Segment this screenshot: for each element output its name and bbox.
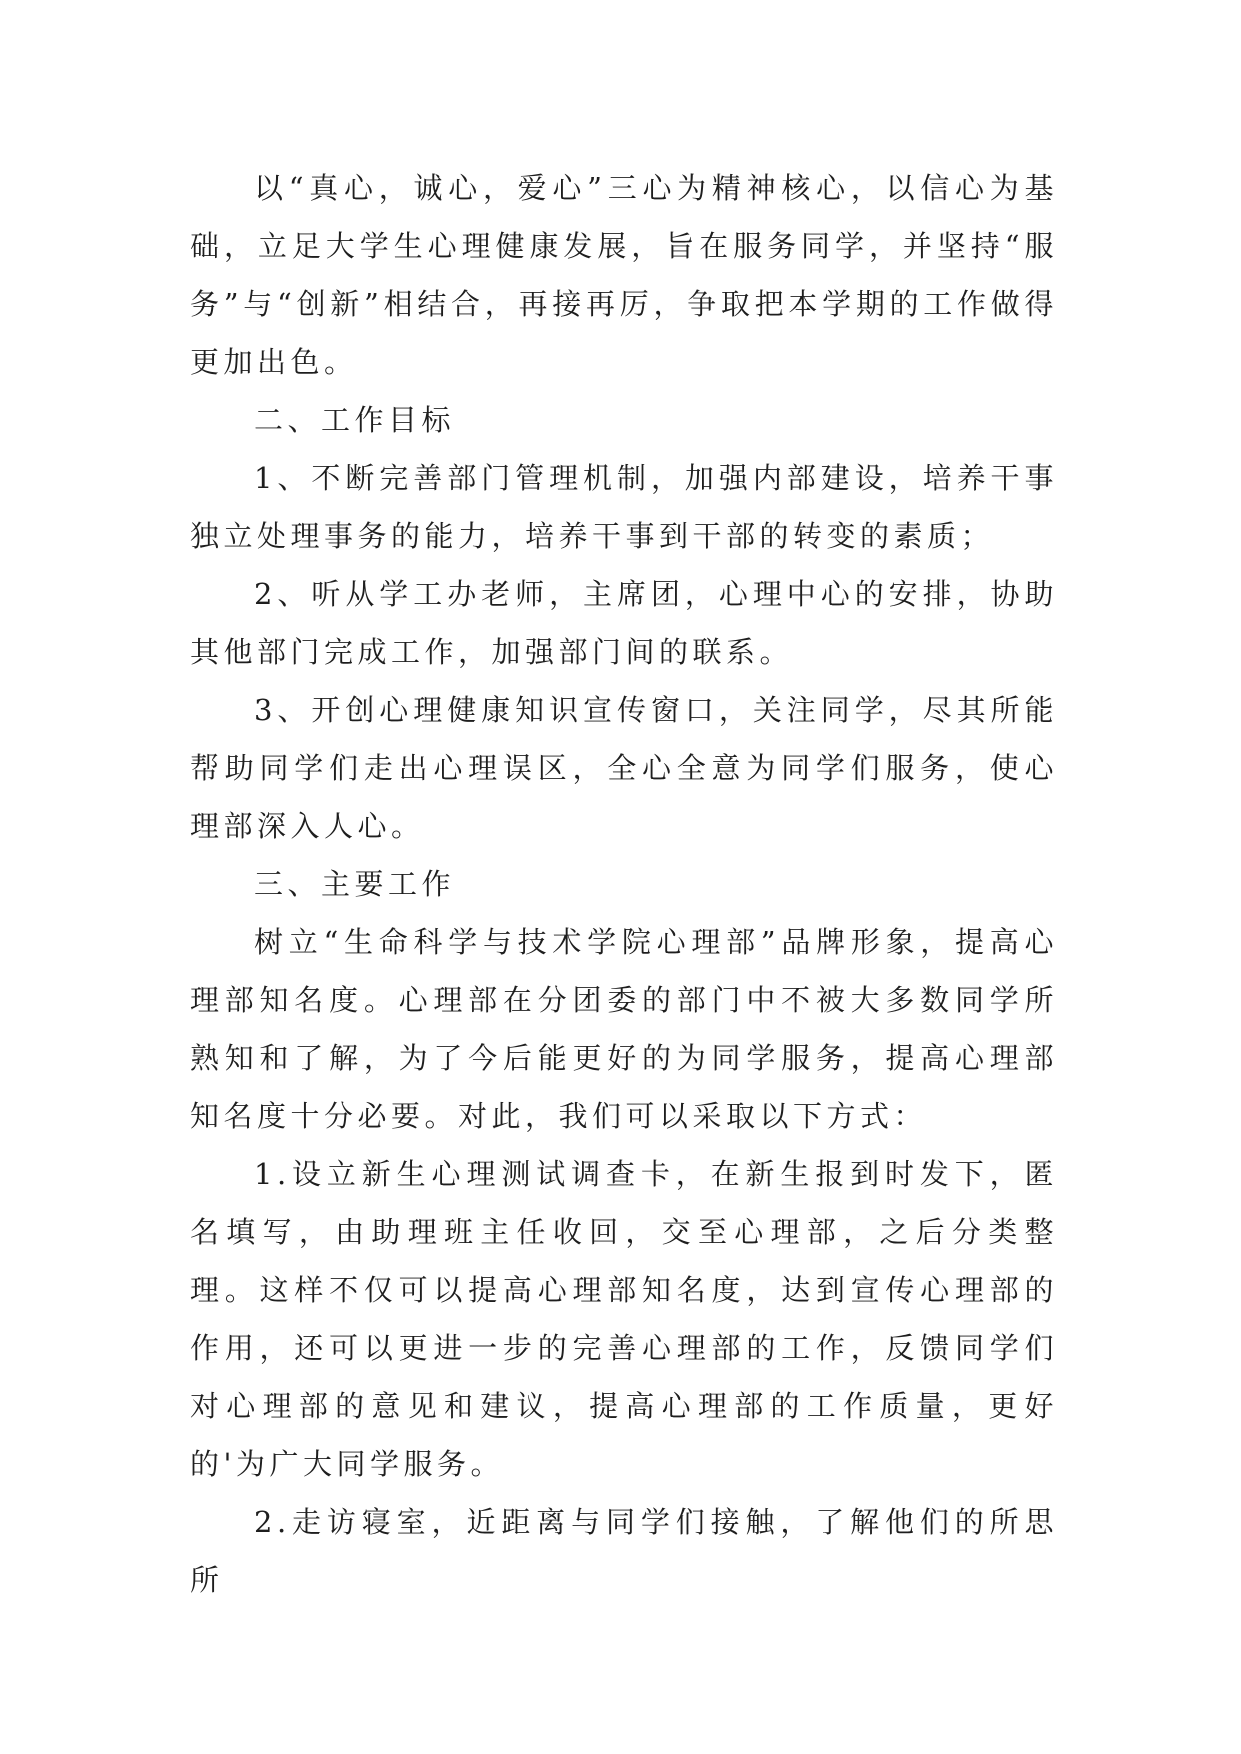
goal-item-1: 1、不断完善部门管理机制，加强内部建设，培养干事独立处理事务的能力，培养干事到干部的转变的素质； (190, 461, 1058, 553)
paragraph-brand-image: 树立“生命科学与技术学院心理部”品牌形象，提高心理部知名度。心理部在分团委的部门中不被大多数同学所熟知和了解，为了今后能更好的为同学服务，提高心理部知名度十分必要。对此，我们可以采取以下方式： (190, 925, 1058, 1133)
heading-main-work: 三、主要工作 (254, 867, 456, 901)
work-item-1: 1.设立新生心理测试调查卡，在新生报到时发下，匿名填写，由助理班主任收回，交至心理部，之后分类整理。这样不仅可以提高心理部知名度，达到宣传心理部的作用，还可以更进一步的完善心理部的工作，反馈同学们对心理部的意见和建议，提高心理部的工作质量，更好的'为广大同学服务。 (190, 1157, 1058, 1481)
goal-item-2: 2、听从学工办老师，主席团，心理中心的安排，协助其他部门完成工作，加强部门间的联系。 (190, 577, 1058, 669)
work-item-2: 2.走访寝室，近距离与同学们接触，了解他们的所思所 (190, 1505, 1058, 1597)
goal-item-3: 3、开创心理健康知识宣传窗口，关注同学，尽其所能帮助同学们走出心理误区，全心全意为同学们服务，使心理部深入人心。 (190, 693, 1058, 843)
paragraph-core-spirit: 以“真心，诚心，爱心”三心为精神核心，以信心为基础，立足大学生心理健康发展，旨在服务同学，并坚持“服务”与“创新”相结合，再接再厉，争取把本学期的工作做得更加出色。 (190, 171, 1058, 379)
document-body (190, 159, 1058, 1609)
heading-work-goals: 二、工作目标 (254, 403, 456, 437)
